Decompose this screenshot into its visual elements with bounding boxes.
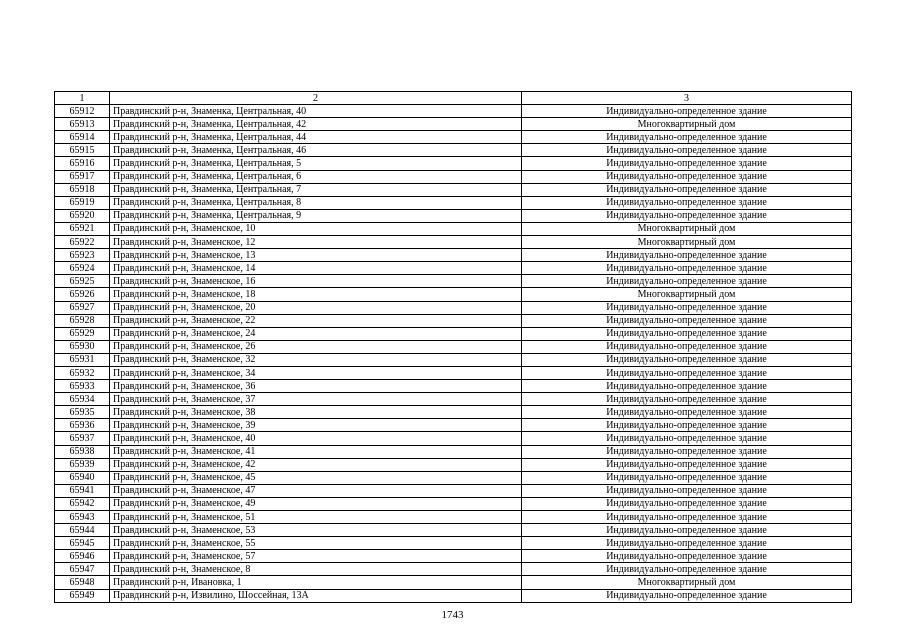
object-type-cell: Индивидуально-определенное здание	[522, 249, 852, 262]
object-type-cell: Индивидуально-определенное здание	[522, 458, 852, 471]
table-row	[55, 563, 852, 576]
table-row	[55, 406, 852, 419]
table-row	[55, 131, 852, 144]
page-number: 1743	[441, 609, 464, 621]
address-cell: Правдинский р-н, Знаменка, Центральная, 46	[110, 144, 522, 157]
object-type-cell: Индивидуально-определенное здание	[522, 314, 852, 327]
table-row	[55, 144, 852, 157]
address-cell: Правдинский р-н, Знаменское, 49	[110, 497, 522, 510]
row-number-cell: 65915	[55, 144, 110, 157]
table-row	[55, 314, 852, 327]
address-cell: Правдинский р-н, Знаменское, 26	[110, 340, 522, 353]
table-row	[55, 118, 852, 131]
object-type-cell: Многоквартирный дом	[522, 222, 852, 235]
row-number-cell: 65929	[55, 327, 110, 340]
row-number-cell: 65941	[55, 484, 110, 497]
address-cell: Правдинский р-н, Знаменское, 32	[110, 353, 522, 366]
row-number-cell: 65937	[55, 432, 110, 445]
address-cell: Правдинский р-н, Знаменка, Центральная, 9	[110, 209, 522, 222]
table-row	[55, 340, 852, 353]
object-type-cell: Индивидуально-определенное здание	[522, 262, 852, 275]
row-number-cell: 65918	[55, 183, 110, 196]
object-type-cell: Индивидуально-определенное здание	[522, 511, 852, 524]
row-number-cell: 65912	[55, 105, 110, 118]
address-cell: Правдинский р-н, Знаменское, 55	[110, 537, 522, 550]
object-type-cell: Многоквартирный дом	[522, 288, 852, 301]
object-type-cell: Индивидуально-определенное здание	[522, 563, 852, 576]
object-type-cell: Многоквартирный дом	[522, 576, 852, 589]
table-row	[55, 236, 852, 249]
row-number-cell: 65925	[55, 275, 110, 288]
object-type-cell: Индивидуально-определенное здание	[522, 432, 852, 445]
row-number-cell: 65936	[55, 419, 110, 432]
table-body	[55, 105, 852, 603]
row-number-cell: 65948	[55, 576, 110, 589]
table-row	[55, 183, 852, 196]
object-type-cell: Индивидуально-определенное здание	[522, 445, 852, 458]
table-row	[55, 222, 852, 235]
object-type-cell: Индивидуально-определенное здание	[522, 144, 852, 157]
address-cell: Правдинский р-н, Знаменское, 42	[110, 458, 522, 471]
address-cell: Правдинский р-н, Знаменское, 14	[110, 262, 522, 275]
table-row	[55, 471, 852, 484]
address-cell: Правдинский р-н, Знаменское, 22	[110, 314, 522, 327]
row-number-cell: 65932	[55, 366, 110, 379]
object-type-cell: Индивидуально-определенное здание	[522, 484, 852, 497]
object-type-cell: Индивидуально-определенное здание	[522, 327, 852, 340]
object-type-cell: Индивидуально-определенное здание	[522, 393, 852, 406]
row-number-cell: 65933	[55, 380, 110, 393]
object-type-cell: Индивидуально-определенное здание	[522, 301, 852, 314]
row-number-cell: 65923	[55, 249, 110, 262]
row-number-cell: 65934	[55, 393, 110, 406]
object-type-cell: Индивидуально-определенное здание	[522, 105, 852, 118]
row-number-cell: 65947	[55, 563, 110, 576]
row-number-cell: 65943	[55, 511, 110, 524]
row-number-cell: 65930	[55, 340, 110, 353]
object-type-cell: Индивидуально-определенное здание	[522, 380, 852, 393]
table-row	[55, 458, 852, 471]
address-cell: Правдинский р-н, Знаменское, 39	[110, 419, 522, 432]
table-row	[55, 262, 852, 275]
column-header-type: 3	[522, 92, 852, 105]
row-number-cell: 65949	[55, 589, 110, 602]
object-type-cell: Индивидуально-определенное здание	[522, 419, 852, 432]
address-cell: Правдинский р-н, Знаменское, 47	[110, 484, 522, 497]
address-cell: Правдинский р-н, Знаменка, Центральная, 8	[110, 196, 522, 209]
address-cell: Правдинский р-н, Знаменское, 41	[110, 445, 522, 458]
address-cell: Правдинский р-н, Знаменское, 53	[110, 524, 522, 537]
table-row	[55, 366, 852, 379]
address-cell: Правдинский р-н, Знаменка, Центральная, 42	[110, 118, 522, 131]
table-row	[55, 105, 852, 118]
row-number-cell: 65928	[55, 314, 110, 327]
row-number-cell: 65946	[55, 550, 110, 563]
object-type-cell: Индивидуально-определенное здание	[522, 196, 852, 209]
row-number-cell: 65914	[55, 131, 110, 144]
row-number-cell: 65916	[55, 157, 110, 170]
address-cell: Правдинский р-н, Знаменское, 40	[110, 432, 522, 445]
row-number-cell: 65945	[55, 537, 110, 550]
column-header-address: 2	[110, 92, 522, 105]
table-row	[55, 393, 852, 406]
address-cell: Правдинский р-н, Знаменка, Центральная, 44	[110, 131, 522, 144]
row-number-cell: 65924	[55, 262, 110, 275]
address-cell: Правдинский р-н, Знаменское, 36	[110, 380, 522, 393]
address-cell: Правдинский р-н, Знаменское, 34	[110, 366, 522, 379]
table-row	[55, 275, 852, 288]
row-number-cell: 65922	[55, 236, 110, 249]
table-row	[55, 170, 852, 183]
table-row	[55, 249, 852, 262]
row-number-cell: 65935	[55, 406, 110, 419]
table-row	[55, 524, 852, 537]
address-cell: Правдинский р-н, Знаменское, 12	[110, 236, 522, 249]
row-number-cell: 65940	[55, 471, 110, 484]
object-type-cell: Индивидуально-определенное здание	[522, 366, 852, 379]
address-cell: Правдинский р-н, Знаменское, 51	[110, 511, 522, 524]
table-row	[55, 353, 852, 366]
table-row	[55, 537, 852, 550]
address-cell: Правдинский р-н, Знаменское, 45	[110, 471, 522, 484]
object-type-cell: Индивидуально-определенное здание	[522, 524, 852, 537]
object-type-cell: Многоквартирный дом	[522, 236, 852, 249]
object-type-cell: Индивидуально-определенное здание	[522, 157, 852, 170]
address-cell: Правдинский р-н, Знаменское, 16	[110, 275, 522, 288]
row-number-cell: 65927	[55, 301, 110, 314]
table-row	[55, 497, 852, 510]
object-type-cell: Многоквартирный дом	[522, 118, 852, 131]
table-row	[55, 511, 852, 524]
address-cell: Правдинский р-н, Знаменское, 37	[110, 393, 522, 406]
address-cell: Правдинский р-н, Знаменка, Центральная, 7	[110, 183, 522, 196]
row-number-cell: 65931	[55, 353, 110, 366]
table-row	[55, 484, 852, 497]
table-row	[55, 288, 852, 301]
row-number-cell: 65938	[55, 445, 110, 458]
column-header-number: 1	[55, 92, 110, 105]
object-type-cell: Индивидуально-определенное здание	[522, 209, 852, 222]
address-cell: Правдинский р-н, Знаменка, Центральная, 40	[110, 105, 522, 118]
header-row	[55, 92, 852, 105]
object-type-cell: Индивидуально-определенное здание	[522, 131, 852, 144]
object-type-cell: Индивидуально-определенное здание	[522, 589, 852, 602]
row-number-cell: 65919	[55, 196, 110, 209]
object-type-cell: Индивидуально-определенное здание	[522, 340, 852, 353]
table-row	[55, 445, 852, 458]
address-cell: Правдинский р-н, Знаменское, 13	[110, 249, 522, 262]
object-type-cell: Индивидуально-определенное здание	[522, 537, 852, 550]
object-type-cell: Индивидуально-определенное здание	[522, 497, 852, 510]
table-row	[55, 432, 852, 445]
row-number-cell: 65921	[55, 222, 110, 235]
address-cell: Правдинский р-н, Знаменское, 20	[110, 301, 522, 314]
table-row	[55, 419, 852, 432]
address-cell: Правдинский р-н, Знаменское, 8	[110, 563, 522, 576]
table-row	[55, 576, 852, 589]
row-number-cell: 65917	[55, 170, 110, 183]
address-cell: Правдинский р-н, Знаменка, Центральная, 5	[110, 157, 522, 170]
table-row	[55, 327, 852, 340]
address-cell: Правдинский р-н, Знаменское, 24	[110, 327, 522, 340]
address-cell: Правдинский р-н, Знаменское, 57	[110, 550, 522, 563]
object-type-cell: Индивидуально-определенное здание	[522, 471, 852, 484]
address-cell: Правдинский р-н, Извилино, Шоссейная, 13А	[110, 589, 522, 602]
table-row	[55, 157, 852, 170]
table-row	[55, 589, 852, 602]
table-row	[55, 380, 852, 393]
row-number-cell: 65944	[55, 524, 110, 537]
address-cell: Правдинский р-н, Знаменское, 10	[110, 222, 522, 235]
table-row	[55, 196, 852, 209]
row-number-cell: 65920	[55, 209, 110, 222]
object-type-cell: Индивидуально-определенное здание	[522, 275, 852, 288]
row-number-cell: 65913	[55, 118, 110, 131]
object-type-cell: Индивидуально-определенное здание	[522, 406, 852, 419]
address-cell: Правдинский р-н, Знаменское, 38	[110, 406, 522, 419]
table-row	[55, 209, 852, 222]
address-cell: Правдинский р-н, Знаменское, 18	[110, 288, 522, 301]
object-type-cell: Индивидуально-определенное здание	[522, 353, 852, 366]
address-cell: Правдинский р-н, Ивановка, 1	[110, 576, 522, 589]
table-row	[55, 550, 852, 563]
table-row	[55, 301, 852, 314]
object-type-cell: Индивидуально-определенное здание	[522, 183, 852, 196]
row-number-cell: 65942	[55, 497, 110, 510]
address-cell: Правдинский р-н, Знаменка, Центральная, 6	[110, 170, 522, 183]
row-number-cell: 65926	[55, 288, 110, 301]
row-number-cell: 65939	[55, 458, 110, 471]
object-type-cell: Индивидуально-определенное здание	[522, 550, 852, 563]
object-type-cell: Индивидуально-определенное здание	[522, 170, 852, 183]
register-table	[54, 91, 852, 603]
